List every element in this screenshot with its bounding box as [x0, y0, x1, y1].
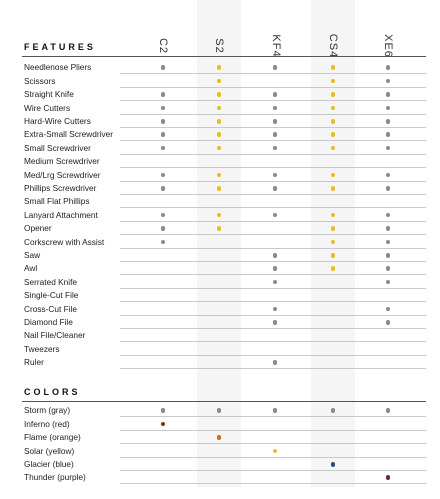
- dot-kf4: [273, 408, 278, 413]
- row-label: Awl: [24, 263, 38, 274]
- dot-s2: [217, 65, 222, 70]
- table-row: [22, 275, 426, 288]
- dot-cs4: [331, 92, 336, 97]
- table-row: [22, 168, 426, 181]
- dot-cs4: [331, 186, 336, 191]
- row-label: Thunder (purple): [24, 472, 86, 483]
- dot-kf4: [273, 119, 278, 124]
- row-label: Needlenose Pliers: [24, 62, 92, 73]
- dot-c2: [161, 119, 166, 124]
- table-row: [22, 208, 426, 221]
- dot-xe6: [386, 146, 391, 151]
- row-label: Extra-Small Screwdriver: [24, 129, 113, 140]
- row-label: Storm (gray): [24, 405, 71, 416]
- dot-s2: [217, 92, 222, 97]
- dot-s2: [217, 79, 222, 84]
- dot-kf4: [273, 173, 278, 178]
- dot-cs4: [331, 408, 336, 413]
- dot-kf4: [273, 92, 278, 97]
- dot-s2: [217, 435, 222, 440]
- dot-kf4: [273, 146, 278, 151]
- dot-kf4: [273, 106, 278, 111]
- row-label: Wire Cutters: [24, 102, 71, 113]
- dot-c2: [161, 65, 166, 70]
- row-label: Saw: [24, 249, 41, 260]
- column-header-kf4: KF4: [270, 34, 282, 58]
- dot-cs4: [331, 240, 336, 245]
- row-label: Small Flat Phillips: [24, 196, 90, 207]
- table-row: [22, 249, 426, 262]
- dot-xe6: [386, 475, 391, 480]
- row-label: Cross-Cut File: [24, 303, 78, 314]
- features-title: FEATURES: [24, 42, 96, 52]
- dot-s2: [217, 132, 222, 137]
- table-row: [22, 444, 426, 457]
- dot-cs4: [331, 65, 336, 70]
- dot-xe6: [386, 106, 391, 111]
- row-label: Single-Cut File: [24, 290, 79, 301]
- table-row: [22, 316, 426, 329]
- table-row: [22, 222, 426, 235]
- dot-c2: [161, 408, 166, 413]
- dot-cs4: [331, 132, 336, 137]
- table-row: [22, 182, 426, 195]
- dot-c2: [161, 132, 166, 137]
- dot-xe6: [386, 408, 391, 413]
- dot-cs4: [331, 226, 336, 231]
- dot-cs4: [331, 119, 336, 124]
- colors-title: COLORS: [24, 387, 81, 397]
- dot-cs4: [331, 146, 336, 151]
- features-rule: [22, 56, 426, 57]
- dot-cs4: [331, 79, 336, 84]
- row-label: Corkscrew with Assist: [24, 236, 105, 247]
- column-header-xe6: XE6: [382, 34, 394, 58]
- row-label: Small Screwdriver: [24, 142, 91, 153]
- dot-kf4: [273, 186, 278, 191]
- dot-c2: [161, 92, 166, 97]
- row-label: Solar (yellow): [24, 445, 75, 456]
- dot-xe6: [386, 92, 391, 97]
- dot-cs4: [331, 173, 336, 178]
- row-label: Serrated Knife: [24, 276, 78, 287]
- dot-xe6: [386, 320, 391, 325]
- dot-s2: [217, 186, 222, 191]
- table-row: [22, 342, 426, 355]
- dot-cs4: [331, 213, 336, 218]
- dot-kf4: [273, 449, 278, 454]
- dot-c2: [161, 173, 166, 178]
- table-row: [22, 458, 426, 471]
- dot-cs4: [331, 462, 336, 467]
- row-label: Medium Screwdriver: [24, 156, 100, 167]
- dot-s2: [217, 408, 222, 413]
- dot-xe6: [386, 253, 391, 258]
- table-row: [22, 471, 426, 484]
- dot-xe6: [386, 307, 391, 312]
- row-label: Diamond File: [24, 316, 73, 327]
- row-label: Nail File/Cleaner: [24, 330, 86, 341]
- dot-xe6: [386, 186, 391, 191]
- dot-kf4: [273, 307, 278, 312]
- dot-xe6: [386, 213, 391, 218]
- table-row: [22, 404, 426, 417]
- table-row: [22, 74, 426, 87]
- dot-c2: [161, 146, 166, 151]
- dot-s2: [217, 146, 222, 151]
- dot-s2: [217, 213, 222, 218]
- row-label: Hard-Wire Cutters: [24, 115, 91, 126]
- table-row: [22, 417, 426, 430]
- row-label: Scissors: [24, 75, 56, 86]
- row-label: Ruler: [24, 357, 44, 368]
- row-label: Tweezers: [24, 343, 60, 354]
- row-label: Lanyard Attachment: [24, 209, 98, 220]
- row-divider: [120, 483, 426, 484]
- column-header-s2: S2: [213, 38, 225, 54]
- dot-c2: [161, 240, 166, 245]
- table-row: [22, 141, 426, 154]
- table-row: [22, 431, 426, 444]
- dot-cs4: [331, 266, 336, 271]
- table-row: [22, 195, 426, 208]
- dot-cs4: [331, 253, 336, 258]
- dot-c2: [161, 106, 166, 111]
- row-label: Opener: [24, 223, 52, 234]
- table-row: [22, 88, 426, 101]
- table-row: [22, 61, 426, 74]
- table-row: [22, 262, 426, 275]
- dot-xe6: [386, 226, 391, 231]
- dot-xe6: [386, 280, 391, 285]
- row-label: Med/Lrg Screwdriver: [24, 169, 101, 180]
- table-row: [22, 115, 426, 128]
- dot-c2: [161, 422, 166, 427]
- row-label: Phillips Screwdriver: [24, 182, 97, 193]
- dot-kf4: [273, 266, 278, 271]
- colors-rule: [22, 401, 426, 402]
- row-label: Inferno (red): [24, 418, 70, 429]
- dot-xe6: [386, 240, 391, 245]
- column-header-c2: C2: [157, 37, 169, 55]
- dot-kf4: [273, 132, 278, 137]
- table-row: [22, 101, 426, 114]
- table-row: [22, 302, 426, 315]
- row-label: Flame (orange): [24, 432, 81, 443]
- dot-cs4: [331, 106, 336, 111]
- dot-s2: [217, 173, 222, 178]
- dot-kf4: [273, 320, 278, 325]
- dot-kf4: [273, 360, 278, 365]
- table-row: [22, 155, 426, 168]
- dot-xe6: [386, 173, 391, 178]
- dot-s2: [217, 119, 222, 124]
- dot-xe6: [386, 266, 391, 271]
- dot-xe6: [386, 65, 391, 70]
- column-header-cs4: CS4: [327, 33, 339, 59]
- dot-kf4: [273, 280, 278, 285]
- row-label: Glacier (blue): [24, 458, 74, 469]
- row-label: Straight Knife: [24, 89, 74, 100]
- dot-xe6: [386, 79, 391, 84]
- dot-s2: [217, 106, 222, 111]
- dot-kf4: [273, 213, 278, 218]
- table-row: [22, 235, 426, 248]
- dot-kf4: [273, 65, 278, 70]
- table-row: [22, 289, 426, 302]
- dot-c2: [161, 226, 166, 231]
- dot-c2: [161, 186, 166, 191]
- dot-xe6: [386, 119, 391, 124]
- dot-s2: [217, 226, 222, 231]
- table-row: [22, 356, 426, 369]
- table-row: [22, 329, 426, 342]
- dot-c2: [161, 213, 166, 218]
- table-row: [22, 128, 426, 141]
- dot-xe6: [386, 132, 391, 137]
- row-divider: [120, 368, 426, 369]
- dot-kf4: [273, 253, 278, 258]
